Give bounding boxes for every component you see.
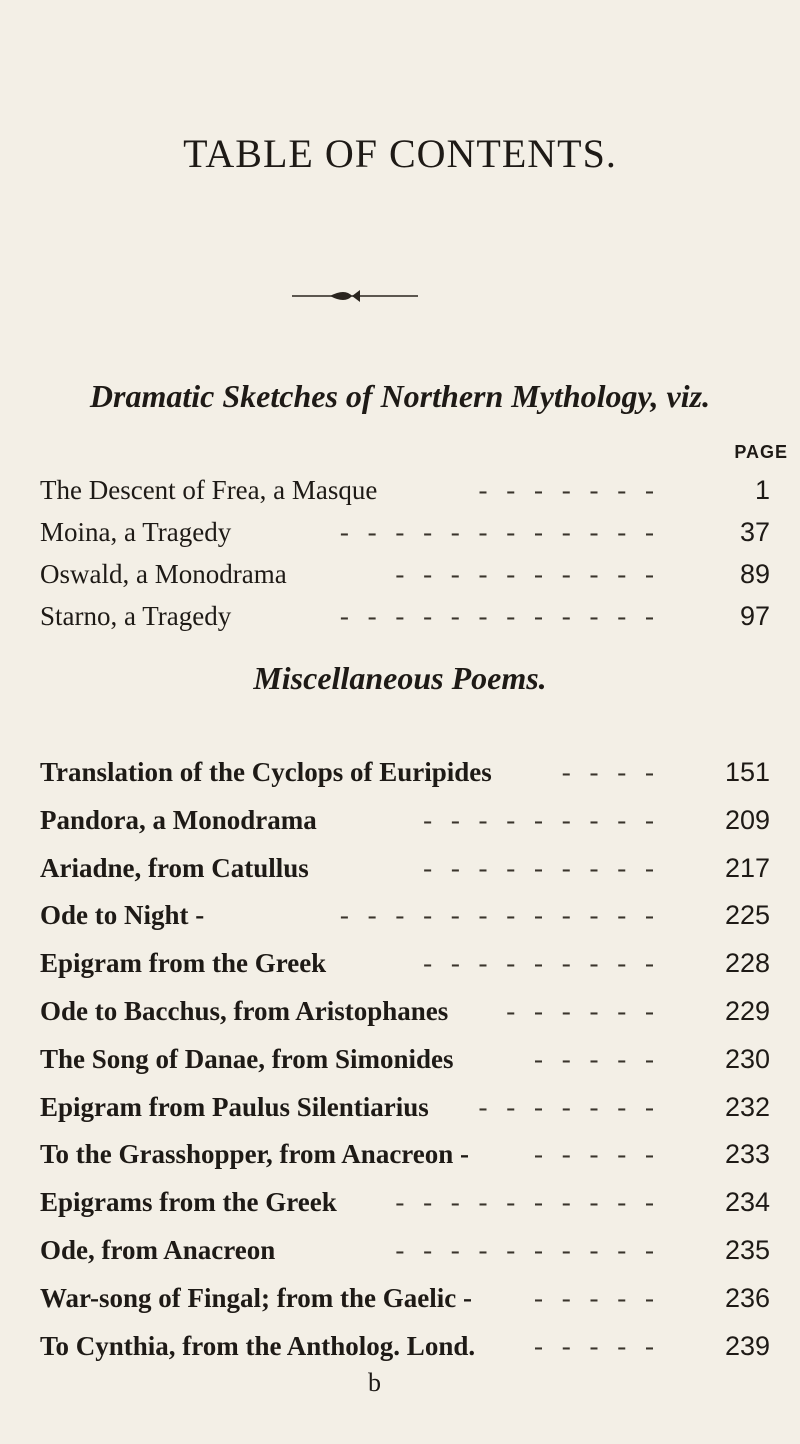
toc-entry-leader: - - - - -: [534, 1330, 660, 1361]
ornament-divider: [290, 286, 420, 306]
toc-entry-page: 217: [724, 852, 770, 883]
toc-entry: [40, 1326, 660, 1366]
toc-entry-page: 239: [724, 1330, 770, 1361]
toc-entry-leader: - - - - - -: [506, 996, 660, 1026]
toc-entry: [40, 991, 660, 1031]
toc-entry-page: 233: [724, 1139, 770, 1170]
toc-entry-title: To Cynthia, from the Antholog. Lond.: [40, 1330, 476, 1361]
toc-entry-page: 229: [724, 996, 770, 1026]
toc-entry-page: 230: [724, 1043, 770, 1074]
toc-entry-leader: - - - - - - - - - - - -: [339, 517, 660, 547]
signature-mark: b: [368, 1368, 381, 1397]
toc-entry-leader: - - - - -: [534, 1282, 660, 1313]
section-heading-dramatic: Dramatic Sketches of Northern Mythology, viz.: [89, 378, 711, 414]
section-heading-miscellaneous: Miscellaneous Poems.: [253, 660, 547, 696]
toc-entry-leader: - - - - - - -: [478, 1091, 660, 1122]
toc-entry-title: Epigrams from the Greek: [40, 1187, 337, 1218]
toc-entry-page: 236: [724, 1282, 770, 1313]
toc-entry: [40, 470, 660, 510]
toc-entry-leader: - - - -: [561, 757, 660, 787]
toc-entry-title: War-song of Fingal; from the Gaelic -: [40, 1282, 472, 1313]
toc-entry: [40, 1039, 660, 1079]
page-column-label: PAGE: [734, 442, 788, 462]
toc-entry-leader: - - - - -: [534, 1139, 660, 1170]
toc-entry-leader: - - - - -: [534, 1043, 660, 1074]
toc-entry-leader: - - - - - - - - - -: [395, 1235, 660, 1265]
toc-entry: [40, 752, 660, 792]
toc-entry-page: 37: [739, 517, 770, 547]
toc-entry: [40, 1278, 660, 1318]
toc-entry-leader: - - - - - - - - -: [423, 852, 660, 883]
toc-entry-title: Starno, a Tragedy: [40, 601, 232, 631]
toc-entry-title: Ode to Night -: [40, 900, 205, 931]
toc-entry-page: 97: [739, 601, 770, 631]
toc-entry-title: Ariadne, from Catullus: [40, 852, 309, 883]
toc-entry-title: Pandora, a Monodrama: [40, 804, 317, 835]
toc-entry-title: Epigram from the Greek: [40, 948, 327, 979]
toc-entry-page: 228: [724, 948, 770, 979]
toc-entry-page: 234: [724, 1187, 770, 1218]
toc-entry-title: Ode to Bacchus, from Aristophanes: [40, 996, 449, 1026]
toc-entry-title: The Song of Danae, from Simonides: [40, 1043, 454, 1074]
toc-entry-leader: - - - - - - - - - - - -: [339, 601, 660, 631]
toc-entry-leader: - - - - - - - - - -: [395, 1187, 660, 1218]
toc-entry: [40, 943, 660, 983]
toc-entry-leader: - - - - - - - - -: [423, 948, 660, 979]
toc-entry: [40, 596, 660, 636]
toc-entry: [40, 554, 660, 594]
toc-entry-leader: - - - - - - - - -: [423, 804, 660, 835]
toc-entry: [40, 1134, 660, 1174]
toc-entry-title: Moina, a Tragedy: [40, 517, 232, 547]
toc-entry: [40, 848, 660, 888]
toc-entry-title: To the Grasshopper, from Anacreon -: [40, 1139, 470, 1170]
toc-entry: [40, 1182, 660, 1222]
toc-entry: [40, 1230, 660, 1270]
toc-entry-leader: - - - - - - - - - -: [395, 559, 660, 589]
toc-entry-page: 235: [724, 1235, 770, 1265]
toc-entry: [40, 895, 660, 935]
toc-entry-leader: - - - - - - - - - - - -: [339, 900, 660, 931]
toc-entry-title: Translation of the Cyclops of Euripides: [40, 757, 492, 787]
toc-entry-page: 89: [739, 559, 770, 589]
toc-entry: [40, 512, 660, 552]
page-title: TABLE OF CONTENTS.: [183, 131, 617, 176]
toc-entry-page: 209: [724, 804, 770, 835]
toc-entry-title: Ode, from Anacreon: [40, 1235, 276, 1265]
toc-entry-title: The Descent of Frea, a Masque: [40, 475, 378, 505]
toc-entry-page: 225: [724, 900, 770, 931]
toc-entry-page: 232: [724, 1091, 770, 1122]
toc-entry-title: Oswald, a Monodrama: [40, 559, 287, 589]
toc-entry: [40, 800, 660, 840]
toc-entry-leader: - - - - - - -: [478, 475, 660, 505]
toc-entry: [40, 1087, 660, 1127]
toc-entry-page: 151: [724, 757, 770, 787]
toc-entry-page: 1: [754, 475, 770, 505]
toc-entry-title: Epigram from Paulus Silentiarius: [40, 1091, 429, 1122]
